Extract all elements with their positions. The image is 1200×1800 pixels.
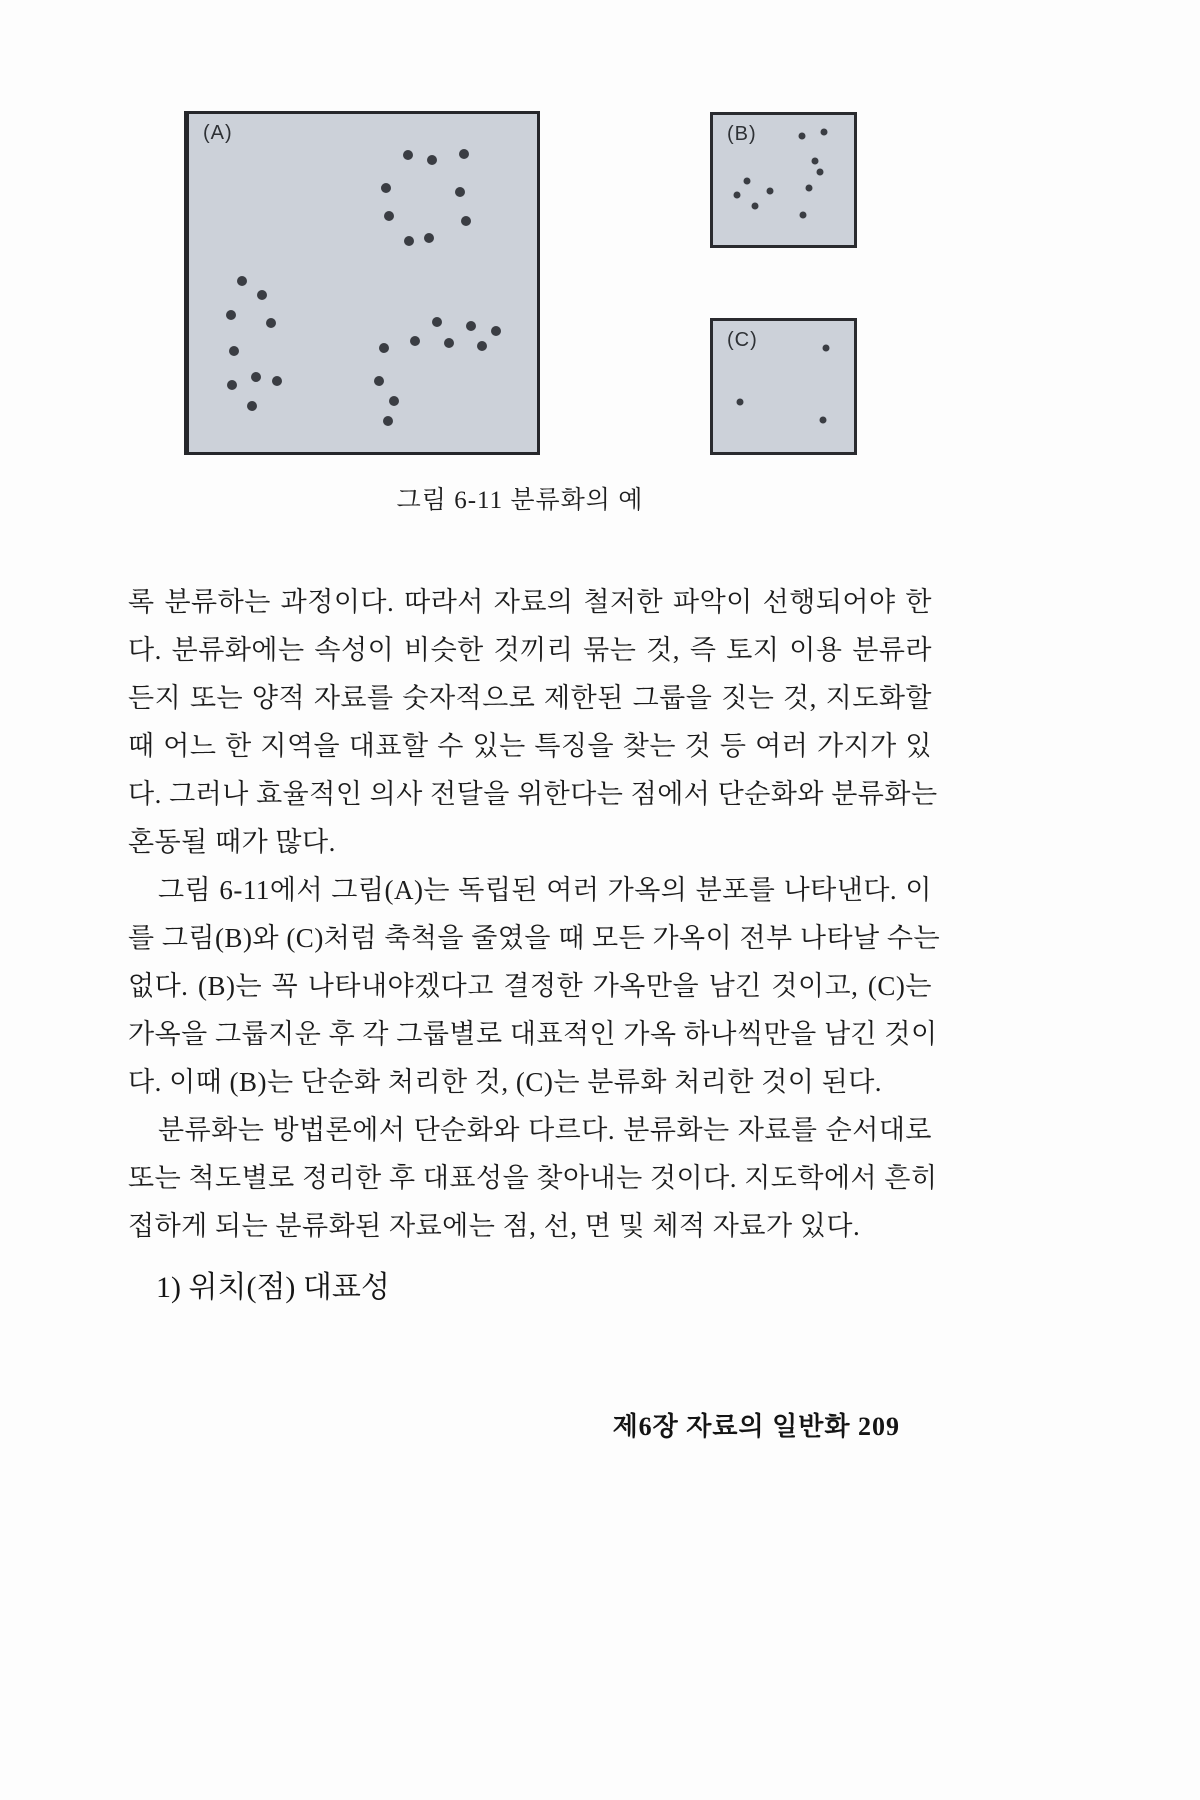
house-dot [247, 401, 257, 411]
house-dot [812, 158, 819, 165]
house-dot [477, 341, 487, 351]
house-dot [384, 211, 394, 221]
body-line: 없다. (B)는 꼭 나타내야겠다고 결정한 가옥만을 남긴 것이고, (C)는 [128, 971, 932, 1001]
body-line: 분류화는 방법론에서 단순화와 다르다. 분류화는 자료를 순서대로 [158, 1115, 932, 1145]
house-dot [817, 169, 824, 176]
house-dot [389, 396, 399, 406]
house-dot [455, 187, 465, 197]
house-dot [491, 326, 501, 336]
house-dot [404, 236, 414, 246]
body-line: 를 그림(B)와 (C)처럼 축척을 줄였을 때 모든 가옥이 전부 나타날 수는 [128, 923, 941, 953]
body-line: 다. 그러나 효율적인 의사 전달을 위한다는 점에서 단순화와 분류화는 [128, 779, 938, 809]
body-line: 가옥을 그룹지운 후 각 그룹별로 대표적인 가옥 하나씩만을 남긴 것이 [128, 1019, 938, 1049]
figure-panel-c [710, 318, 857, 455]
body-line: 혼동될 때가 많다. [128, 827, 336, 857]
house-dot [820, 417, 827, 424]
figure-panel-a [184, 111, 540, 455]
house-dot [379, 343, 389, 353]
body-line: 든지 또는 양적 자료를 숫자적으로 제한된 그룹을 짓는 것, 지도화할 [128, 683, 932, 713]
house-dot [383, 416, 393, 426]
house-dot [800, 212, 807, 219]
body-line: 그림 6-11에서 그림(A)는 독립된 여러 가옥의 분포를 나타낸다. 이 [158, 875, 932, 905]
body-line: 또는 척도별로 정리한 후 대표성을 찾아내는 것이다. 지도학에서 흔히 [128, 1163, 938, 1193]
house-dot [821, 129, 828, 136]
house-dot [266, 318, 276, 328]
house-dot [257, 290, 267, 300]
house-dot [737, 399, 744, 406]
body-line: 접하게 되는 분류화된 자료에는 점, 선, 면 및 체적 자료가 있다. [128, 1211, 861, 1241]
house-dot [226, 310, 236, 320]
house-dot [424, 233, 434, 243]
house-dot [237, 276, 247, 286]
house-dot [227, 380, 237, 390]
house-dot [403, 150, 413, 160]
body-line: 때 어느 한 지역을 대표할 수 있는 특징을 찾는 것 등 여러 가지가 있 [128, 731, 932, 761]
figure-panel-b [710, 112, 857, 248]
house-dot [381, 183, 391, 193]
body-line: 다. 분류화에는 속성이 비슷한 것끼리 묶는 것, 즉 토지 이용 분류라 [128, 635, 932, 665]
house-dot [427, 155, 437, 165]
house-dot [272, 376, 282, 386]
section-heading: 1) 위치(점) 대표성 [156, 1271, 390, 1304]
house-dot [767, 188, 774, 195]
house-dot [823, 345, 830, 352]
house-dot [734, 192, 741, 199]
house-dot [752, 203, 759, 210]
house-dot [229, 346, 239, 356]
figure-caption: 그림 6-11 분류화의 예 [396, 487, 644, 514]
house-dot [251, 372, 261, 382]
house-dot [806, 185, 813, 192]
house-dot [432, 317, 442, 327]
panel-c-label: (C) [727, 329, 758, 351]
body-text [128, 578, 941, 1250]
panel-b-label: (B) [727, 123, 757, 145]
panel-a-label: (A) [203, 122, 233, 144]
house-dot [410, 336, 420, 346]
house-dot [374, 376, 384, 386]
body-line: 록 분류하는 과정이다. 따라서 자료의 철저한 파악이 선행되어야 한 [128, 587, 932, 617]
body-line: 다. 이때 (B)는 단순화 처리한 것, (C)는 분류화 처리한 것이 된다. [128, 1067, 883, 1097]
house-dot [466, 321, 476, 331]
house-dot [444, 338, 454, 348]
house-dot [799, 133, 806, 140]
house-dot [461, 216, 471, 226]
house-dot [744, 178, 751, 185]
page-footer: 제6장 자료의 일반화 209 [612, 1412, 900, 1441]
house-dot [459, 149, 469, 159]
